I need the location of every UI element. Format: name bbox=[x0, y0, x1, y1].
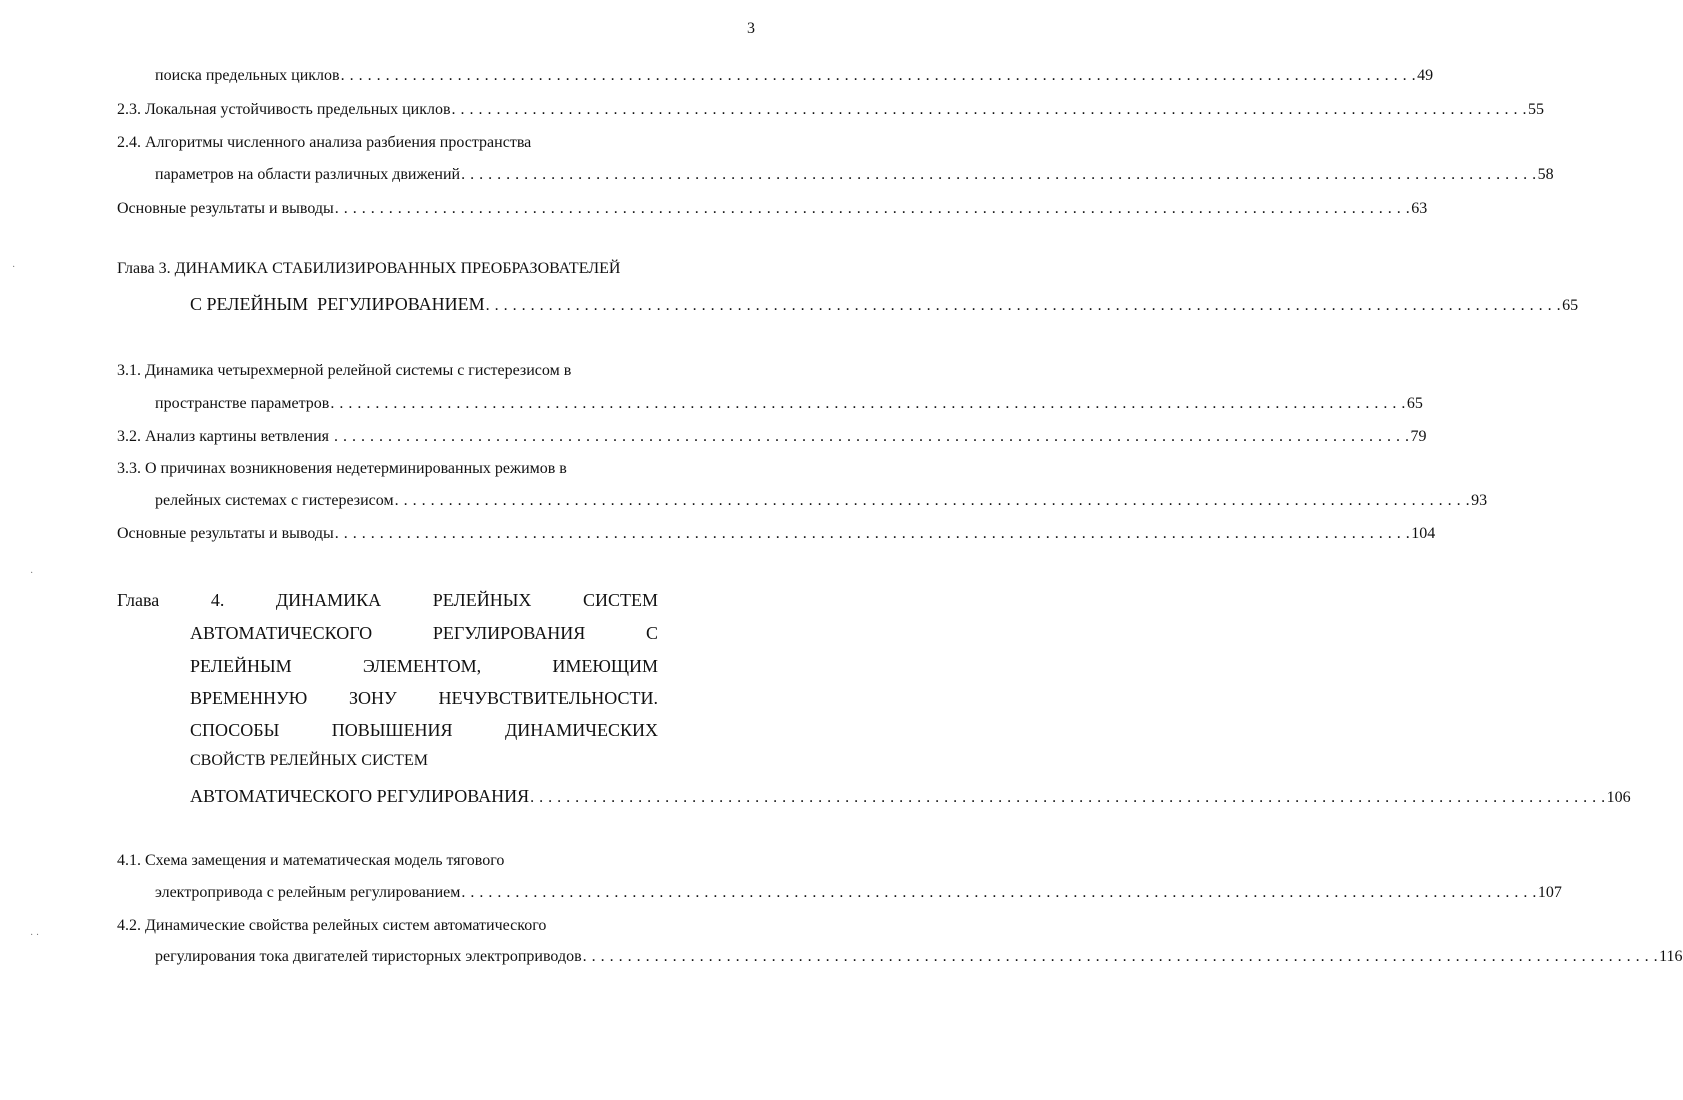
chapter-word: РЕГУЛИРОВАНИЯ bbox=[432, 623, 586, 643]
toc-entry-text: релейных системах с гистерезисом bbox=[155, 492, 394, 509]
chapter-4-title-row-7 bbox=[190, 786, 1631, 807]
scan-speck: · bbox=[12, 262, 16, 273]
chapter-word: ЗОНУ bbox=[349, 688, 397, 708]
chapter-word: ДИНАМИКА bbox=[275, 590, 382, 610]
chapter-word: 4. bbox=[210, 590, 225, 610]
chapter-4-title-row-5 bbox=[190, 720, 658, 741]
chapter-word: РЕЛЕЙНЫМ bbox=[190, 656, 292, 676]
toc-entry-3-3: 3.3. О причинах возникновения недетерминированных режимов в bbox=[117, 460, 567, 477]
dot-leader: . . . . . . . . . . . . . . . . . . . . . . . . . . . . . . . . . . . . . . . . . . . . . . . . . . . . . . . . . . . . . . . . . . . . . . . . . . . . . . . . . . . . . . . . . . . . . . . . . . . . . . . . . . . . . . . . . . . . . . . . bbox=[334, 200, 1411, 217]
toc-page-number: 63 bbox=[1411, 200, 1428, 217]
toc-page-number: 106 bbox=[1606, 789, 1631, 806]
dot-leader: . . . . . . . . . . . . . . . . . . . . . . . . . . . . . . . . . . . . . . . . . . . . . . . . . . . . . . . . . . . . . . . . . . . . . . . . . . . . . . . . . . . . . . . . . . . . . . . . . . . . . . . . . . . . . . . . . . . . . . . . bbox=[582, 948, 1659, 965]
toc-entry-4-2: 4.2. Динамические свойства релейных систем автоматического bbox=[117, 917, 547, 934]
toc-page-number: 107 bbox=[1537, 884, 1562, 901]
chapter-word: ИМЕЮЩИМ bbox=[552, 656, 658, 676]
toc-page-number: 55 bbox=[1528, 101, 1545, 118]
chapter-word: ВРЕМЕННУЮ bbox=[190, 688, 308, 708]
chapter-4-title-row-1 bbox=[117, 590, 658, 611]
toc-entry-ch3-results bbox=[117, 525, 1436, 543]
dot-leader: . . . . . . . . . . . . . . . . . . . . . . . . . . . . . . . . . . . . . . . . . . . . . . . . . . . . . . . . . . . . . . . . . . . . . . . . . . . . . . . . . . . . . . . . . . . . . . . . . . . . . . . . . . . . . . . . . . . . . . . . bbox=[485, 297, 1562, 314]
toc-page-number: 65 bbox=[1562, 297, 1579, 314]
scan-speck: · bbox=[30, 568, 34, 579]
toc-entry-text: Основные результаты и выводы bbox=[117, 200, 334, 217]
dot-leader: . . . . . . . . . . . . . . . . . . . . . . . . . . . . . . . . . . . . . . . . . . . . . . . . . . . . . . . . . . . . . . . . . . . . . . . . . . . . . . . . . . . . . . . . . . . . . . . . . . . . . . . . . . . . . . . . . . . . . . . . bbox=[461, 166, 1537, 183]
toc-entry-3-3-cont bbox=[155, 492, 1488, 510]
dot-leader: . . . . . . . . . . . . . . . . . . . . . . . . . . . . . . . . . . . . . . . . . . . . . . . . . . . . . . . . . . . . . . . . . . . . . . . . . . . . . . . . . . . . . . . . . . . . . . . . . . . . . . . . . . . . . . . . . . . . . . . . bbox=[461, 884, 1537, 901]
chapter-word: ДИНАМИЧЕСКИХ bbox=[505, 720, 658, 740]
dot-leader: . . . . . . . . . . . . . . . . . . . . . . . . . . . . . . . . . . . . . . . . . . . . . . . . . . . . . . . . . . . . . . . . . . . . . . . . . . . . . . . . . . . . . . . . . . . . . . . . . . . . . . . . . . . . . . . . . . . . . . . . bbox=[330, 395, 1406, 412]
chapter-word: РЕЛЕЙНЫХ bbox=[432, 590, 532, 610]
dot-leader: . . . . . . . . . . . . . . . . . . . . . . . . . . . . . . . . . . . . . . . . . . . . . . . . . . . . . . . . . . . . . . . . . . . . . . . . . . . . . . . . . . . . . . . . . . . . . . . . . . . . . . . . . . . . . . . . . . . . . . . . bbox=[394, 492, 1471, 509]
toc-entry-text: Основные результаты и выводы bbox=[117, 525, 334, 542]
toc-entry-text: С РЕЛЕЙНЫМ РЕГУЛИРОВАНИЕМ bbox=[190, 294, 485, 314]
toc-page-number: 49 bbox=[1417, 67, 1434, 84]
chapter-4-title-row-4 bbox=[190, 688, 658, 709]
toc-entry-4-1: 4.1. Схема замещения и математическая модель тягового bbox=[117, 852, 505, 869]
toc-entry-text: 2.3. Локальная устойчивость предельных циклов bbox=[117, 101, 451, 118]
dot-leader: . . . . . . . . . . . . . . . . . . . . . . . . . . . . . . . . . . . . . . . . . . . . . . . . . . . . . . . . . . . . . . . . . . . . . . . . . . . . . . . . . . . . . . . . . . . . . . . . . . . . . . . . . . . . . . . . . . . . . . . . bbox=[340, 67, 1417, 84]
toc-entry-text: поиска предельных циклов bbox=[155, 67, 340, 84]
chapter-word: ПОВЫШЕНИЯ bbox=[331, 720, 453, 740]
chapter-4-title-row-3 bbox=[190, 656, 658, 677]
chapter-word: С bbox=[645, 623, 658, 643]
toc-entry-2-4: 2.4. Алгоритмы численного анализа разбиения пространства bbox=[117, 134, 532, 151]
dot-leader: . . . . . . . . . . . . . . . . . . . . . . . . . . . . . . . . . . . . . . . . . . . . . . . . . . . . . . . . . . . . . . . . . . . . . . . . . . . . . . . . . . . . . . . . . . . . . . . . . . . . . . . . . . . . . . . . . . . . . . . . bbox=[530, 789, 1606, 806]
dot-leader: . . . . . . . . . . . . . . . . . . . . . . . . . . . . . . . . . . . . . . . . . . . . . . . . . . . . . . . . . . . . . . . . . . . . . . . . . . . . . . . . . . . . . . . . . . . . . . . . . . . . . . . . . . . . . . . . . . . . . . . . bbox=[333, 428, 1410, 445]
toc-entry-2-3 bbox=[117, 101, 1545, 119]
chapter-3-title: Глава 3. ДИНАМИКА СТАБИЛИЗИРОВАННЫХ ПРЕОБРАЗОВАТЕЛЕЙ bbox=[117, 260, 621, 277]
toc-entry-text: АВТОМАТИЧЕСКОГО РЕГУЛИРОВАНИЯ bbox=[190, 786, 530, 806]
chapter-word: СИСТЕМ bbox=[582, 590, 658, 610]
toc-entry-2-4-cont bbox=[155, 166, 1554, 184]
toc-page-number: 58 bbox=[1537, 166, 1554, 183]
toc-entry-ch2-results bbox=[117, 200, 1428, 218]
toc-page-number: 93 bbox=[1471, 492, 1488, 509]
chapter-word: ЭЛЕМЕНТОМ, bbox=[362, 656, 482, 676]
toc-entry-4-2-cont bbox=[155, 948, 1683, 966]
scan-speck: · · bbox=[30, 930, 40, 941]
toc-entry-search-cycles bbox=[155, 67, 1434, 85]
chapter-4-title-row-6: СВОЙСТВ РЕЛЕЙНЫХ СИСТЕМ bbox=[190, 752, 428, 769]
toc-page-number: 79 bbox=[1410, 428, 1427, 445]
chapter-word: АВТОМАТИЧЕСКОГО bbox=[190, 623, 373, 643]
toc-entry-text: параметров на области различных движений bbox=[155, 166, 461, 183]
chapter-word: Глава bbox=[117, 590, 160, 610]
chapter-4-title-row-2 bbox=[190, 623, 658, 644]
page-number: 3 bbox=[747, 20, 755, 37]
toc-entry-3-1-cont bbox=[155, 395, 1423, 413]
toc-entry-3-1: 3.1. Динамика четырехмерной релейной системы с гистерезисом в bbox=[117, 362, 572, 379]
toc-entry-text: пространстве параметров bbox=[155, 395, 330, 412]
toc-entry-3-2 bbox=[117, 428, 1427, 446]
toc-page-number: 116 bbox=[1659, 948, 1683, 965]
toc-entry-text: 3.2. Анализ картины ветвления bbox=[117, 428, 333, 445]
toc-entry-text: регулирования тока двигателей тиристорных электроприводов bbox=[155, 948, 582, 965]
dot-leader: . . . . . . . . . . . . . . . . . . . . . . . . . . . . . . . . . . . . . . . . . . . . . . . . . . . . . . . . . . . . . . . . . . . . . . . . . . . . . . . . . . . . . . . . . . . . . . . . . . . . . . . . . . . . . . . . . . . . . . . . bbox=[451, 101, 1528, 118]
toc-page-number: 104 bbox=[1411, 525, 1436, 542]
dot-leader: . . . . . . . . . . . . . . . . . . . . . . . . . . . . . . . . . . . . . . . . . . . . . . . . . . . . . . . . . . . . . . . . . . . . . . . . . . . . . . . . . . . . . . . . . . . . . . . . . . . . . . . . . . . . . . . . . . . . . . . . bbox=[334, 525, 1411, 542]
chapter-3-title-cont bbox=[190, 294, 1579, 315]
toc-page-number: 65 bbox=[1406, 395, 1423, 412]
toc-entry-4-1-cont bbox=[155, 884, 1562, 902]
chapter-word: НЕЧУВСТВИТЕЛЬНОСТИ. bbox=[438, 688, 658, 708]
toc-entry-text: электропривода с релейным регулированием bbox=[155, 884, 461, 901]
chapter-word: СПОСОБЫ bbox=[190, 720, 280, 740]
